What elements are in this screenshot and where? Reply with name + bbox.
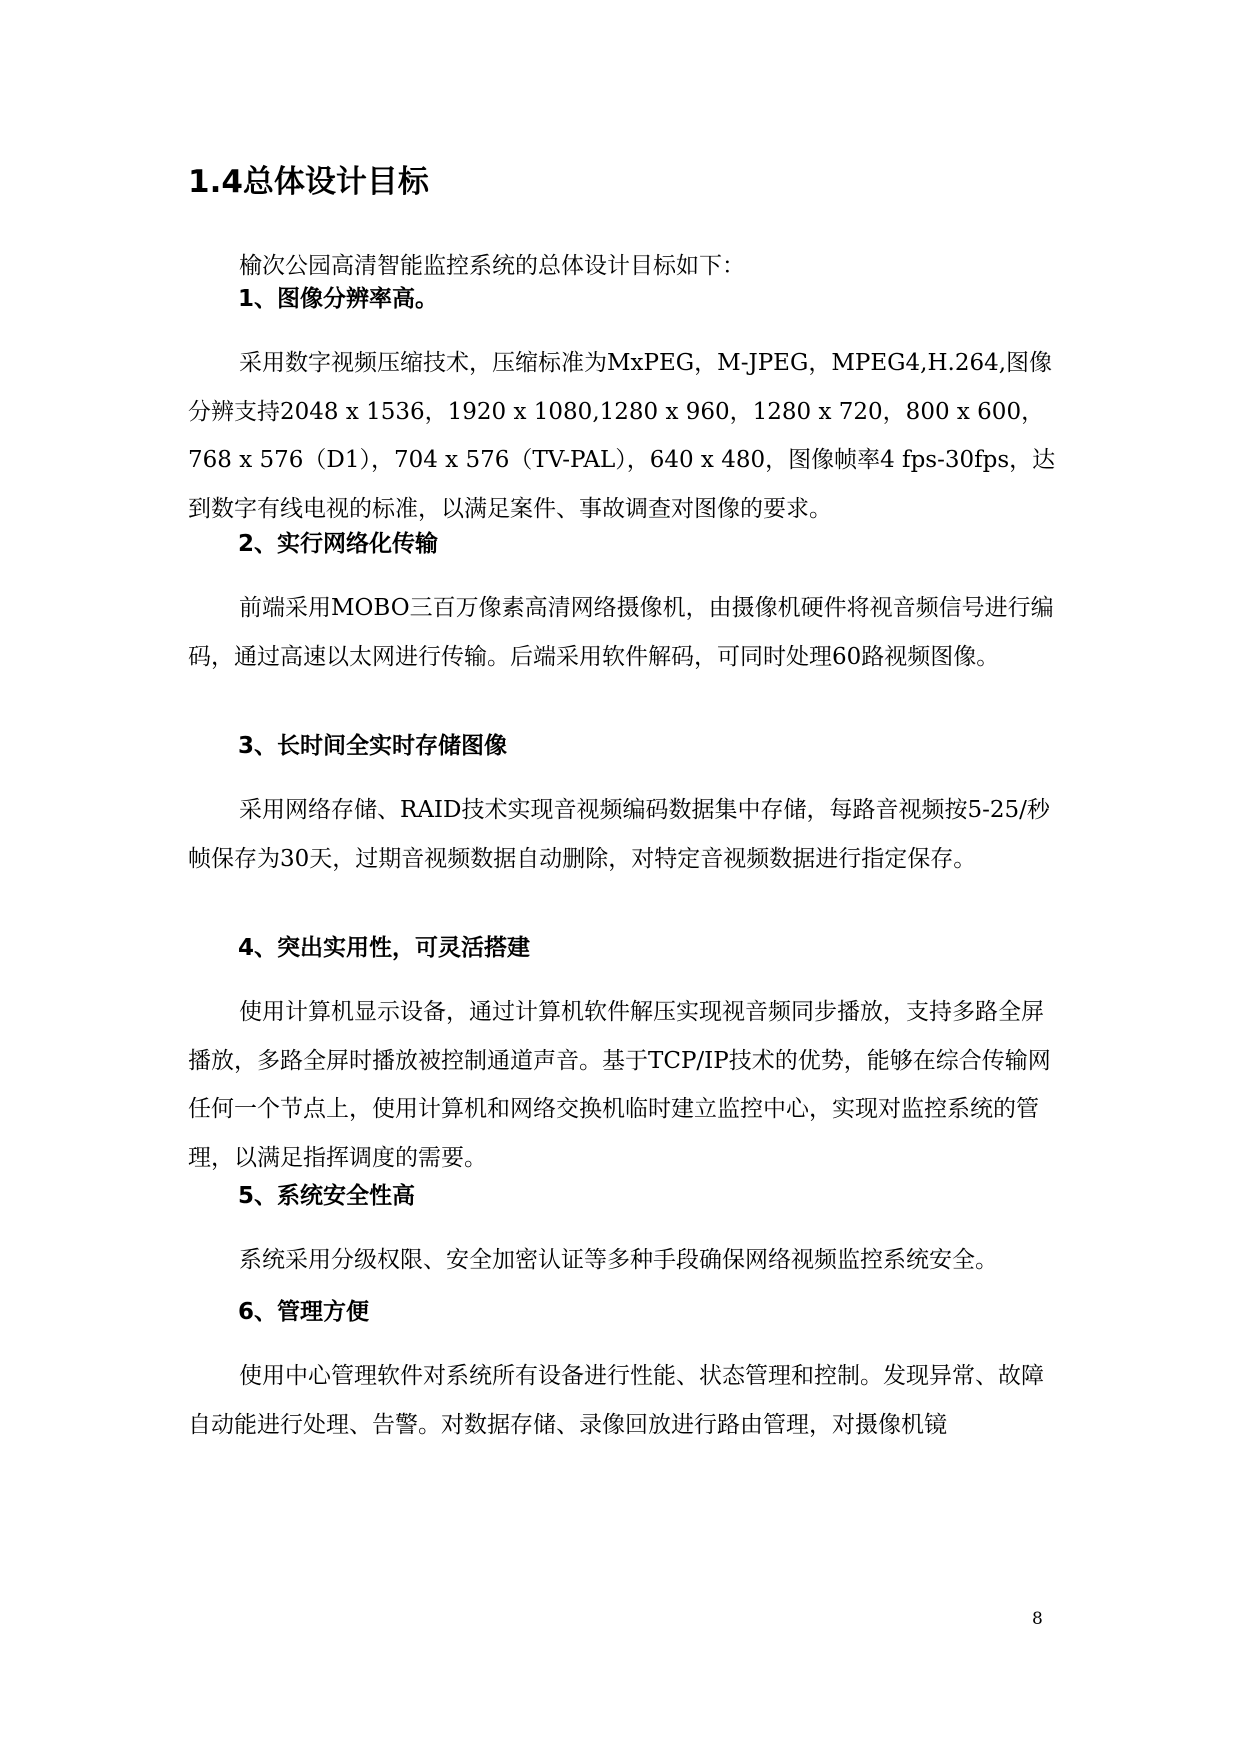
goal-6-heading: 6、管理方便 <box>238 1299 370 1325</box>
goal-1 <box>188 283 1058 533</box>
goal-4 <box>188 932 1058 1182</box>
goal-1-text: 采用数字视频压缩技术，压缩标准为MxPEG，M-JPEG，MPEG4,H.264,图像分辨支持2048 x 1536，1920 x 1080,1280 x 960，1280 x 720，800 x 600， 768 x 576（D1），704 x 576（TV-PAL），640 x 480，图像帧率4 fps-30fps，达到数字有线电视的标准，以满足案件、事故调查对图像的要求。 <box>188 350 1056 522</box>
goal-4-text: 使用计算机显示设备，通过计算机软件解压实现视音频同步播放，支持多路全屏播放，多路全屏时播放被控制通道声音。基于TCP/IP技术的优势，能够在综合传输网任何一个节点上，使用计算机和网络交换机临时建立监控中心，实现对监控系统的管理，以满足指挥调度的需要。 <box>188 999 1051 1171</box>
goal-3 <box>188 730 1058 883</box>
goal-1-heading: 1、图像分辨率高。 <box>238 286 439 312</box>
goal-6 <box>188 1296 1058 1449</box>
section-title: 1.4总体设计目标 <box>188 164 429 200</box>
goal-5-heading: 5、系统安全性高 <box>238 1183 416 1209</box>
goal-2-heading: 2、实行网络化传输 <box>238 531 439 557</box>
goal-5-text: 系统采用分级权限、安全加密认证等多种手段确保网络视频监控系统安全。 <box>239 1247 998 1273</box>
goal-2-text: 前端采用MOBO三百万像素高清网络摄像机，由摄像机硬件将视音频信号进行编码，通过高速以太网进行传输。后端采用软件解码，可同时处理60路视频图像。 <box>188 595 1054 670</box>
goal-4-heading: 4、突出实用性，可灵活搭建 <box>238 935 531 961</box>
goal-3-text: 采用网络存储、RAID技术实现音视频编码数据集中存储，每路音视频按5-25/秒帧保存为30天，过期音视频数据自动删除，对特定音视频数据进行指定保存。 <box>188 797 1050 872</box>
intro-paragraph: 榆次公园高清智能监控系统的总体设计目标如下： <box>239 253 745 279</box>
goal-2 <box>188 528 1058 681</box>
goal-3-heading: 3、长时间全实时存储图像 <box>238 733 508 759</box>
page-number: 8 <box>1032 1609 1043 1629</box>
goal-5 <box>188 1180 1058 1285</box>
goal-6-text: 使用中心管理软件对系统所有设备进行性能、状态管理和控制。发现异常、故障自动能进行处理、告警。对数据存储、录像回放进行路由管理，对摄像机镜 <box>188 1363 1044 1438</box>
